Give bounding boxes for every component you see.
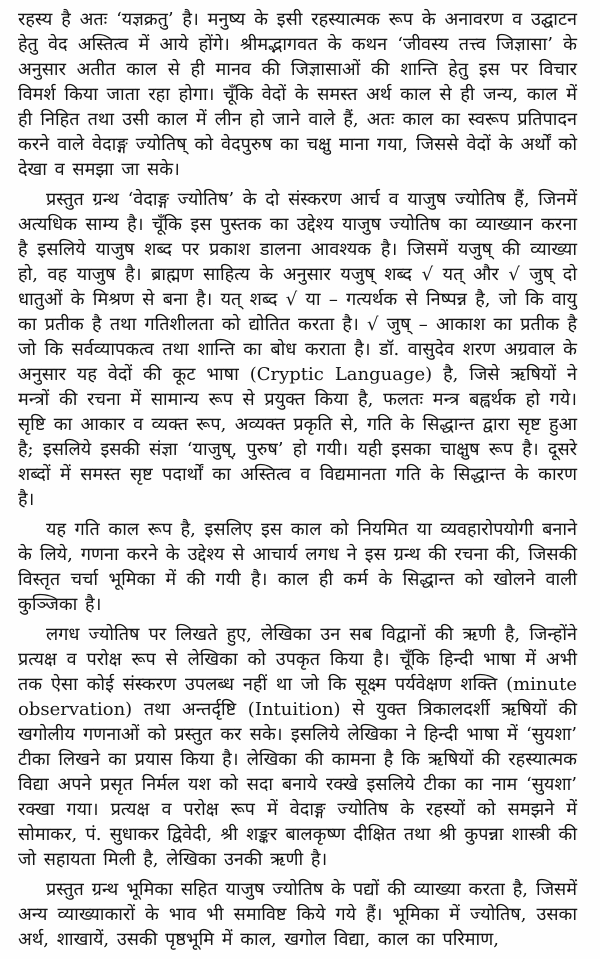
paragraph-4: लगध ज्योतिष पर लिखते हुए, लेखिका उन सब विद्वानों की ऋणी है, जिन्होंने प्रत्यक्ष व परोक्ष रूप से लेखिका को उपकृत किया है। चूँकि हिन्दी भाषा में अभी तक ऐसा कोई संस्करण उपलब्ध नहीं था जो कि सूक्ष्म पर्यवेक्षण शक्ति (minute observation) तथा अन्तर्दृष्टि (Intuition) से युक्त त्रिकालदर्शी ऋषियों की खगोलीय गणनाओं को प्रस्तुत कर सके। इसलिये लेखिका ने हिन्दी भाषा में ‘सुयशा’ टीका लिखने का प्रयास किया है। लेखिका की कामना है कि ऋषियों की रहस्यात्मक विद्या अपने प्रसृत निर्मल यश को सदा बनाये रक्खे इसलिये टीका का नाम ‘सुयशा’ रक्खा गया। प्रत्यक्ष व परोक्ष रूप में वेदाङ्ग ज्योतिष के रहस्यों को समझने में सोमाकर, पं. सुधाकर द्विवेदी, श्री शङ्कर बालकृष्ण दीक्षित तथा श्री कुपन्ना शास्त्री की जो सहायता मिली है, लेखिका उनकी ऋणी है। <box>18 624 577 870</box>
paragraph-3: यह गति काल रूप है, इसलिए इस काल को नियमित या व्यवहारोपयोगी बनाने के लिये, गणना करने के उद्देश्य से आचार्य लगध ने इस ग्रन्थ की रचना की, जिसकी विस्तृत चर्चा भूमिका में की गयी है। काल ही कर्म के सिद्धान्त को खोलने वाली कुञ्जिका है। <box>18 519 577 615</box>
paragraph-1: रहस्य है अतः ‘यज्ञक्रतु’ है। मनुष्य के इसी रहस्यात्मक रूप के अनावरण व उद्घाटन हेतु वेद अस्तित्व में आये होंगे। श्रीमद्भागवत के कथन ‘जीवस्य तत्त्व जिज्ञासा’ के अनुसार अतीत काल से ही मानव की जिज्ञासाओं की शान्ति हेतु इस पर विचार विमर्श किया जाता रहा होगा। चूँकि वेदों के समस्त अर्थ काल से ही जन्य, काल में ही निहित तथा उसी काल में लीन हो जाने वाले हैं, अतः काल का स्वरूप प्रतिपादन करने वाले वेदाङ्ग ज्योतिष् को वेदपुरुष का चक्षु माना गया, जिससे वेदों के अर्थों को देखा व समझा जा सके। <box>18 9 577 180</box>
paragraph-5: प्रस्तुत ग्रन्थ भूमिका सहित याजुष ज्योतिष के पद्यों की व्याख्या करता है, जिसमें अन्य व्याख्याकारों के भाव भी समाविष्ट किये गये हैं। भूमिका में ज्योतिष, उसका अर्थ, शाखायें, उसकी पृष्ठभूमि में काल, खगोल विद्या, काल का परिमाण, <box>18 879 577 950</box>
paragraph-2: प्रस्तुत ग्रन्थ ‘वेदाङ्ग ज्योतिष’ के दो संस्करण आर्च व याजुष ज्योतिष हैं, जिनमें अत्यधिक साम्य है। चूँकि इस पुस्तक का उद्देश्य याजुष ज्योतिष का व्याख्यान करना है इसलिये याजुष शब्द पर प्रकाश डालना आवश्यक है। जिसमें यजुष् की व्याख्या हो, वह याजुष है। ब्राह्मण साहित्य के अनुसार यजुष् शब्द √ यत् और √ जुष् दो धातुओं के मिश्रण से बना है। यत् शब्द √ या – गत्यर्थक से निष्पन्न है, जो कि वायु का प्रतीक है तथा गतिशीलता को द्योतित करता है। √ जुष् – आकाश का प्रतीक है जो कि सर्वव्यापकत्व तथा शान्ति का बोध कराता है। डॉ. वासुदेव शरण अग्रवाल के अनुसार यह वेदों की कूट भाषा (Cryptic Language) है, जिसे ऋषियों ने मन्त्रों की रचना में सामान्य रूप से प्रयुक्त किया है, फलतः मन्त्र बह्वर्थक हो गये। सृष्टि का आकार व व्यक्त रूप, अव्यक्त प्रकृति से, गति के सिद्धान्त द्वारा सृष्ट हुआ है; इसलिये इसकी संज्ञा ‘याजुष्, पुरुष’ हो गयी। यही इसका चाक्षुष रूप है। दूसरे शब्दों में समस्त सृष्ट पदार्थों का अस्तित्व व विद्यमानता गति के सिद्धान्त के कारण है। <box>18 189 577 510</box>
